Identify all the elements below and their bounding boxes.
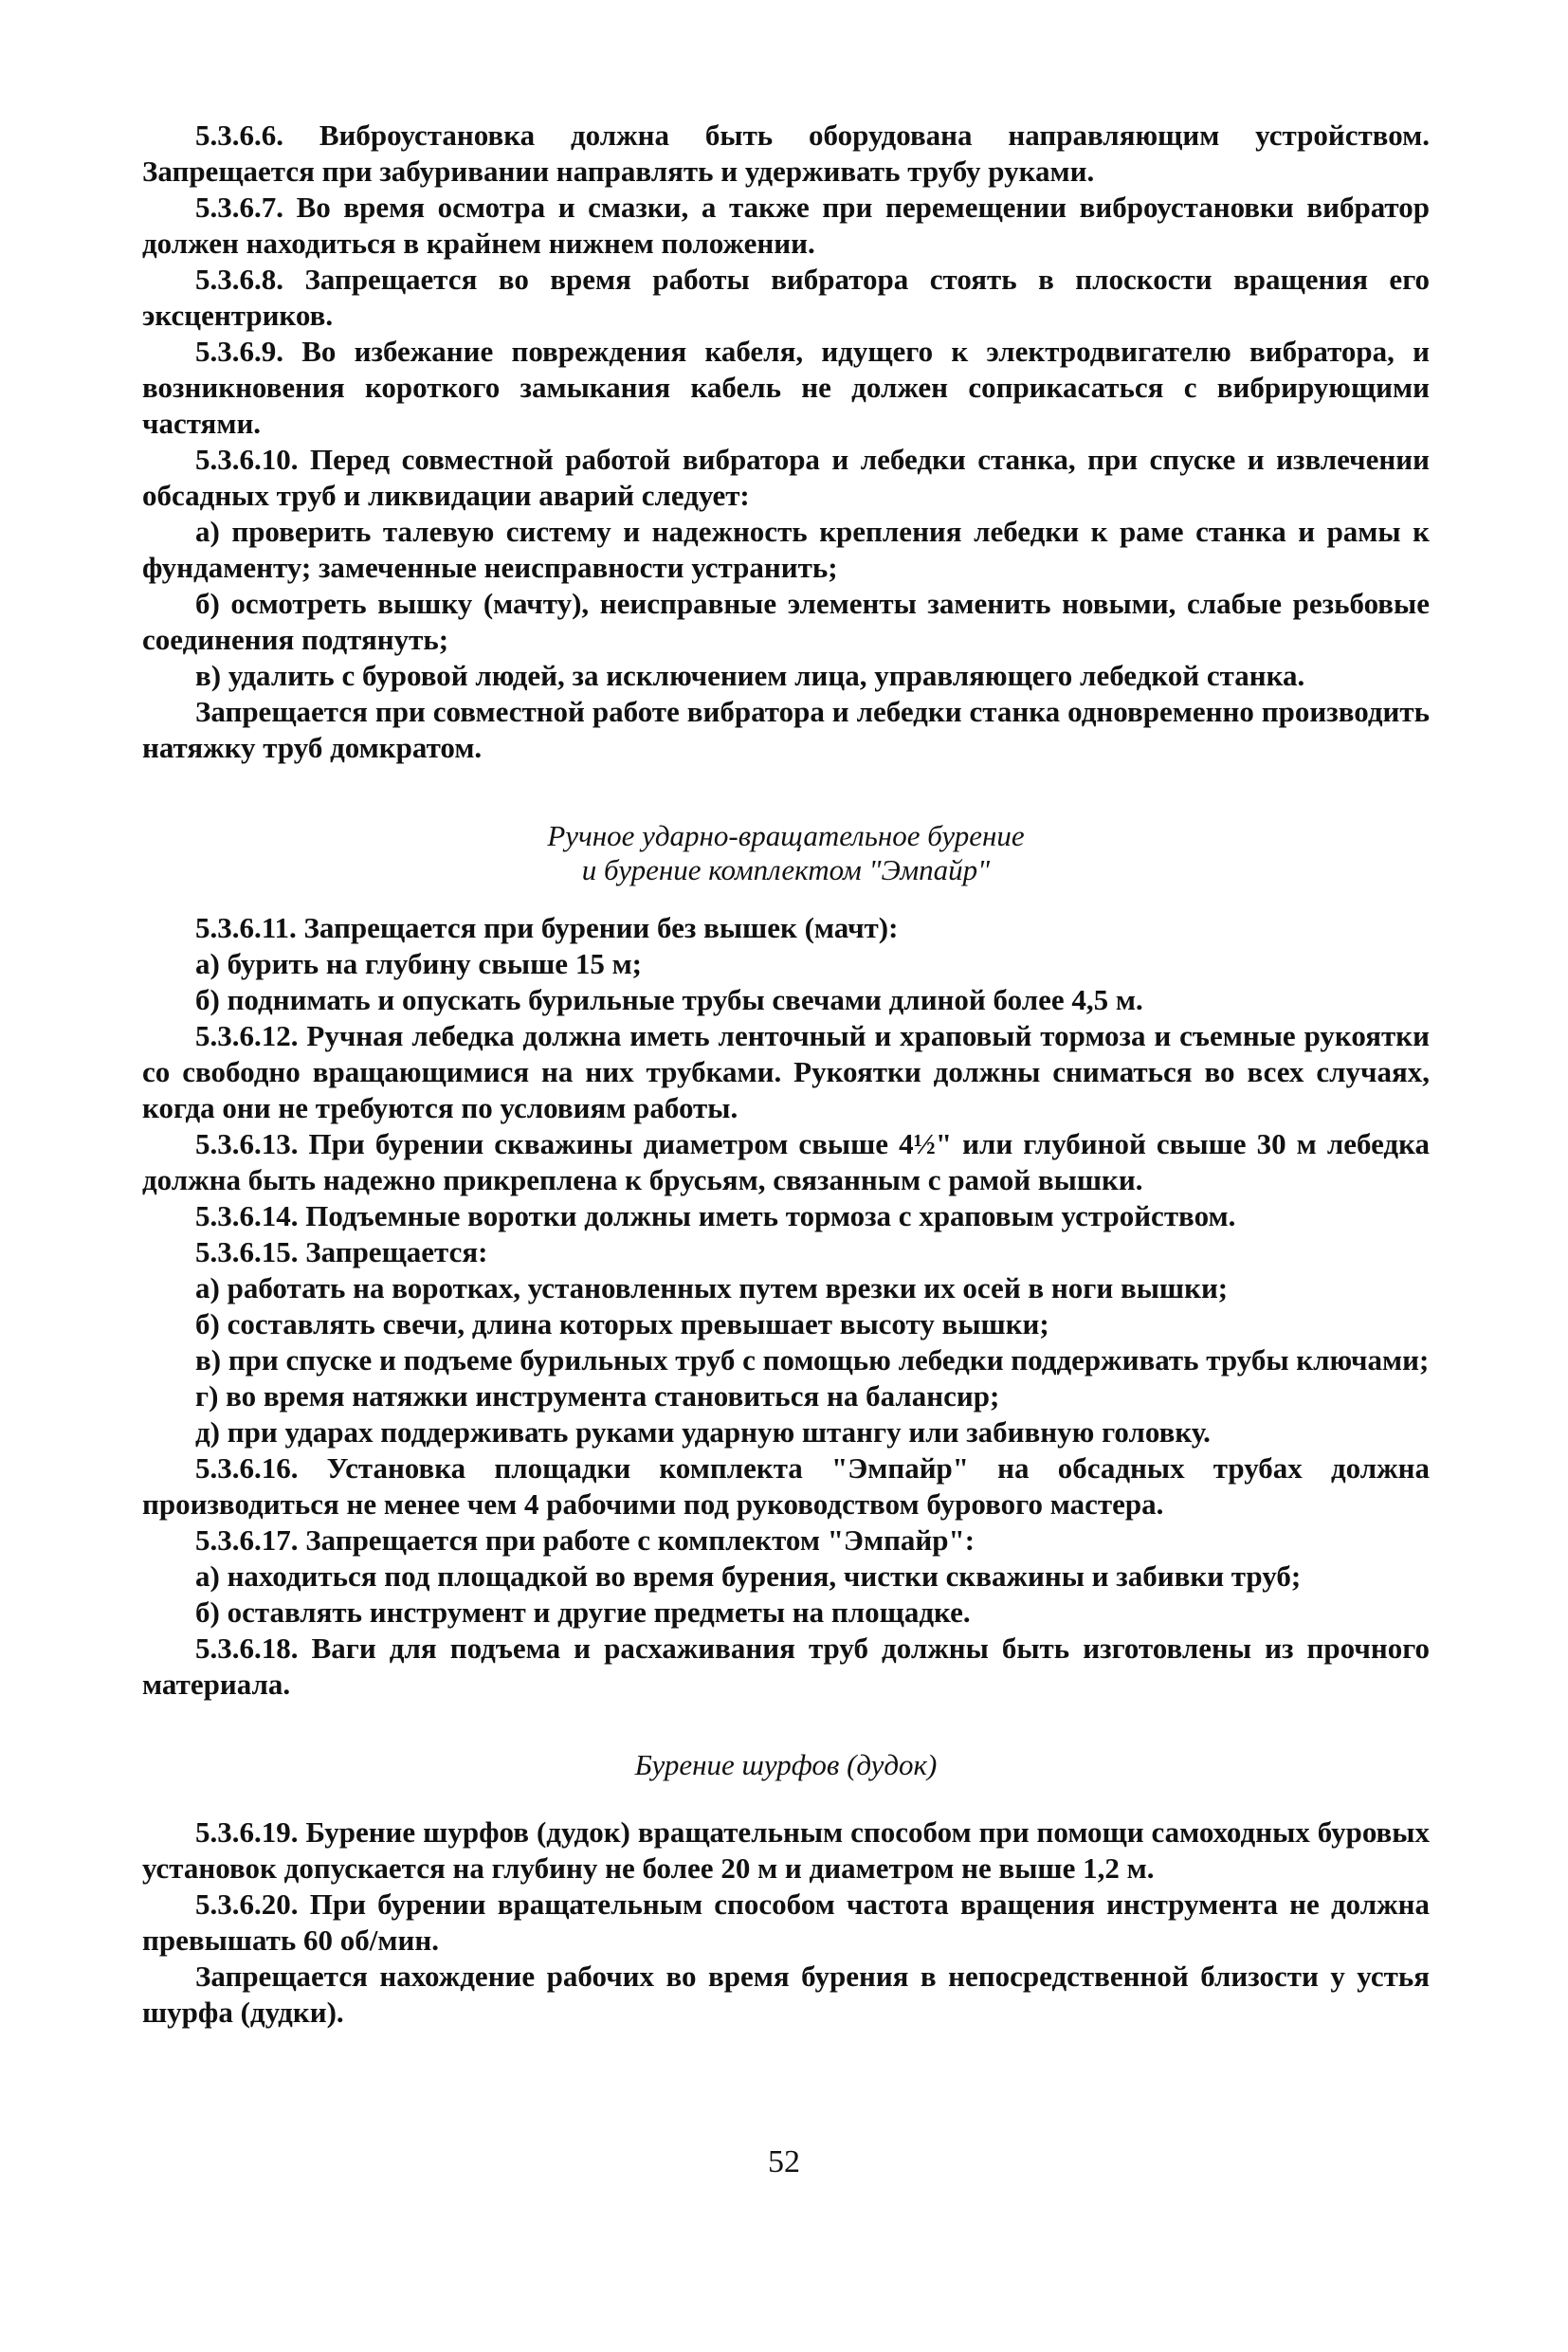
paragraph-5-3-6-20: 5.3.6.20. При бурении вращательным способом частота вращения инструмента не должна превышать 60 об/мин. (142, 1887, 1430, 1957)
list-item-g: г) во время натяжки инструмента становиться на балансир; (195, 1379, 1000, 1413)
paragraph-final-prohibition: Запрещается нахождение рабочих во время бурения в непосредственной близости у устья шурфа (дудки). (142, 1960, 1430, 2029)
list-item-v: в) удалить с буровой людей, за исключением лица, управляющего лебедкой станка. (195, 659, 1305, 692)
list-item-b: б) оставлять инструмент и другие предметы на площадке. (195, 1595, 971, 1629)
section-heading-pit-drilling: Бурение шурфов (дудок) (634, 1748, 938, 1781)
paragraph-5-3-6-18: 5.3.6.18. Ваги для подъема и расхаживания труб должны быть изготовлены из прочного материала. (142, 1632, 1430, 1701)
paragraph-5-3-6-8: 5.3.6.8. Запрещается во время работы вибратора стоять в плоскости вращения его эксцентриков. (142, 263, 1430, 332)
paragraph-5-3-6-9: 5.3.6.9. Во избежание повреждения кабеля, идущего к электродвигателю вибратора, и возникновения короткого замыкания кабель не должен соприкасаться с вибрирующими частями. (142, 335, 1430, 440)
paragraph-5-3-6-14: 5.3.6.14. Подъемные воротки должны иметь тормоза с храповым устройством. (195, 1199, 1236, 1232)
list-item-d: д) при ударах поддерживать руками ударную штангу или забивную головку. (195, 1415, 1211, 1449)
section-heading-line-1: Ручное ударно-вращательное бурение (547, 819, 1025, 852)
list-item-a: а) работать на воротках, установленных путем врезки их осей в ноги вышки; (195, 1271, 1229, 1304)
list-item-b: б) осмотреть вышку (мачту), неисправные элементы заменить новыми, слабые резьбовые соединения подтянуть; (142, 587, 1430, 656)
page-body (142, 118, 1430, 2031)
paragraph-5-3-6-10: 5.3.6.10. Перед совместной работой вибратора и лебедки станка, при спуске и извлечении обсадных труб и ликвидации аварий следует: (142, 443, 1430, 512)
list-item-a: а) находиться под площадкой во время бурения, чистки скважины и забивки труб; (195, 1559, 1302, 1593)
paragraph-5-3-6-11: 5.3.6.11. Запрещается при бурении без вышек (мачт): (195, 911, 899, 944)
section-heading-manual-drilling (142, 819, 1430, 887)
section-heading-line-2: и бурение комплектом "Эмпайр" (581, 853, 991, 886)
paragraph-5-3-6-6: 5.3.6.6. Виброустановка должна быть оборудована направляющим устройством. Запрещается при забуривании направлять и удерживать трубу руками. (142, 119, 1430, 188)
paragraph-5-3-6-7: 5.3.6.7. Во время осмотра и смазки, а также при перемещении виброустановки вибратор должен находиться в крайнем нижнем положении. (142, 191, 1430, 260)
paragraph-5-3-6-15: 5.3.6.15. Запрещается: (195, 1235, 488, 1268)
list-item-a: а) бурить на глубину свыше 15 м; (195, 947, 643, 980)
list-item-b: б) составлять свечи, длина которых превышает высоту вышки; (195, 1307, 1049, 1340)
paragraph-prohibition: Запрещается при совместной работе вибратора и лебедки станка одновременно производить натяжку труб домкратом. (142, 695, 1430, 764)
paragraph-5-3-6-12: 5.3.6.12. Ручная лебедка должна иметь ленточный и храповый тормоза и съемные рукоятки со свободно вращающимися на них трубками. Рукоятки должны сниматься во всех случаях, когда они не требуются по условиям работы. (142, 1019, 1430, 1124)
paragraph-5-3-6-13: 5.3.6.13. При бурении скважины диаметром свыше 4½" или глубиной свыше 30 м лебедка должна быть надежно прикреплена к брусьям, связанным с рамой вышки. (142, 1127, 1430, 1196)
paragraph-5-3-6-16: 5.3.6.16. Установка площадки комплекта "Эмпайр" на обсадных трубах должна производиться не менее чем 4 рабочими под руководством бурового мастера. (142, 1451, 1430, 1521)
paragraph-5-3-6-17: 5.3.6.17. Запрещается при работе с комплектом "Эмпайр": (195, 1523, 975, 1557)
list-item-v: в) при спуске и подъеме бурильных труб с помощью лебедки поддерживать трубы ключами; (195, 1343, 1430, 1377)
list-item-a: а) проверить талевую систему и надежность крепления лебедки к раме станка и рамы к фундаменту; замеченные неисправности устранить; (142, 515, 1430, 584)
page-number: 52 (768, 2144, 800, 2179)
paragraph-5-3-6-19: 5.3.6.19. Бурение шурфов (дудок) вращательным способом при помощи самоходных буровых установок допускается на глубину не более 20 м и диаметром не выше 1,2 м. (142, 1815, 1430, 1885)
list-item-b: б) поднимать и опускать бурильные трубы свечами длиной более 4,5 м. (195, 983, 1143, 1016)
